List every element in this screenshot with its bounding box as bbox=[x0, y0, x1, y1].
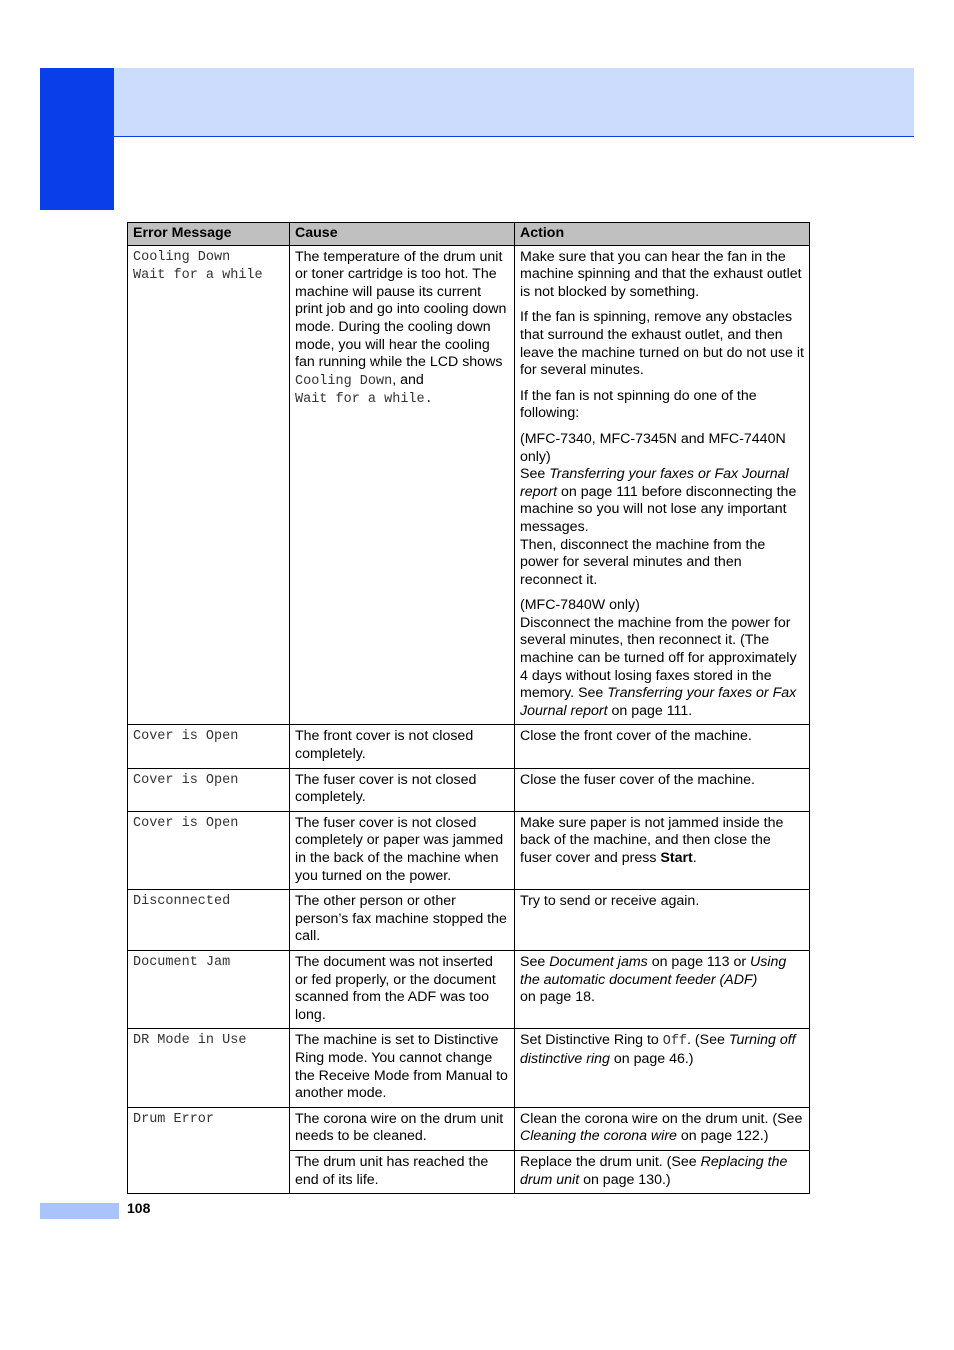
table-row bbox=[128, 1107, 810, 1150]
action-paragraph: Make sure that you can hear the fan in the machine spinning and that the exhaust outlet is not blocked by something. bbox=[520, 248, 802, 300]
page-number: 108 bbox=[127, 1200, 151, 1216]
error-message: Disconnected bbox=[133, 894, 231, 910]
action-text: on page 46.) bbox=[609, 1050, 694, 1067]
table-row bbox=[128, 1029, 810, 1107]
cause-cell: The corona wire on the drum unit needs to be cleaned. bbox=[290, 1107, 515, 1150]
cause-cell: The other person or other person’s fax machine stopped the call. bbox=[290, 890, 515, 951]
cross-reference: Transferring your faxes or Fax Journal report bbox=[520, 466, 789, 500]
error-message: Drum Error bbox=[133, 1111, 215, 1127]
cause-cell: The document was not inserted or fed properly, or the document scanned from the ADF was too long. bbox=[290, 950, 515, 1028]
error-message-cell bbox=[128, 890, 290, 951]
cause-cell: The drum unit has reached the end of its life. bbox=[290, 1150, 515, 1193]
error-message: DR Mode in Use bbox=[133, 1033, 247, 1049]
action-text: on page 18. bbox=[520, 989, 595, 1006]
error-message-table bbox=[127, 222, 810, 1194]
action-text: See bbox=[520, 466, 550, 483]
action-text: . (See bbox=[687, 1032, 729, 1049]
cross-reference: Using the automatic document feeder (ADF) bbox=[520, 953, 787, 988]
cause-cell: The machine is set to Distinctive Ring mode. You cannot change the Receive Mode from Manual to another mode. bbox=[290, 1029, 515, 1107]
action-line bbox=[520, 615, 804, 721]
footer-bar bbox=[40, 1203, 119, 1219]
table-header-row bbox=[128, 223, 810, 246]
header-error-message: Error Message bbox=[128, 223, 290, 246]
cause-text: , and bbox=[392, 371, 424, 388]
cross-reference: Replacing the drum unit bbox=[520, 1153, 788, 1188]
action-cell bbox=[515, 1150, 810, 1193]
action-paragraph: If the fan is not spinning do one of the following: bbox=[520, 387, 757, 422]
error-message: Document Jam bbox=[133, 954, 231, 970]
action-text: on page 113 or bbox=[647, 953, 751, 970]
lcd-code: Cooling Down bbox=[295, 373, 393, 389]
cause-cell: The fuser cover is not closed completely. bbox=[290, 768, 515, 811]
cause-cell bbox=[290, 245, 515, 725]
table-row bbox=[128, 725, 810, 768]
cause-cell: The front cover is not closed completely. bbox=[290, 725, 515, 768]
action-cell bbox=[515, 811, 810, 889]
chapter-tab bbox=[40, 68, 114, 210]
lcd-code: Wait for a while. bbox=[295, 392, 433, 408]
action-cell bbox=[515, 950, 810, 1028]
action-text: Disconnect the machine from the power for several minutes, then reconnect it. (The machine can be turned off for approximately 4 days without losing faxes stored in the memory. See bbox=[520, 614, 797, 702]
error-message: Cooling Down Wait for a while bbox=[133, 249, 263, 284]
error-message-cell bbox=[128, 811, 290, 889]
action-text: . bbox=[692, 850, 697, 866]
action-cell bbox=[515, 1107, 810, 1150]
action-text: on page 122.) bbox=[676, 1128, 769, 1145]
action-cell: Close the front cover of the machine. bbox=[515, 725, 810, 768]
table-row bbox=[128, 950, 810, 1028]
error-message-cell bbox=[128, 1029, 290, 1107]
table-row bbox=[128, 811, 810, 889]
action-text: Replace the drum unit. (See bbox=[520, 1153, 701, 1170]
error-message: Cover is Open bbox=[133, 815, 239, 831]
error-message-cell bbox=[128, 245, 290, 725]
error-message-cell bbox=[128, 950, 290, 1028]
key-name: Start bbox=[660, 850, 693, 866]
action-cell bbox=[515, 245, 810, 725]
model-note: (MFC-7340, MFC-7345N and MFC-7440N only) bbox=[520, 430, 786, 465]
error-message: Cover is Open bbox=[133, 772, 239, 788]
action-cell: Close the fuser cover of the machine. bbox=[515, 768, 810, 811]
cross-reference: Transferring your faxes or Fax Journal report bbox=[520, 685, 797, 719]
action-line: Then, disconnect the machine from the power for several minutes and then reconnect it. bbox=[520, 536, 766, 588]
error-message-cell bbox=[128, 725, 290, 768]
action-paragraph bbox=[520, 597, 804, 720]
table-row bbox=[128, 768, 810, 811]
error-message-cell bbox=[128, 768, 290, 811]
action-text: See bbox=[520, 953, 550, 970]
header-band bbox=[114, 68, 914, 137]
action-cell: Try to send or receive again. bbox=[515, 890, 810, 951]
table-row bbox=[128, 245, 810, 725]
cause-text: The temperature of the drum unit or toner cartridge is too hot. The machine will pause its current print job and go into cooling down mode. During the cooling down mode, you will hear the cooling fan running while the LCD shows bbox=[295, 248, 507, 371]
header-action: Action bbox=[515, 223, 810, 246]
action-text: Set Distinctive Ring to bbox=[520, 1032, 663, 1049]
table-row bbox=[128, 890, 810, 951]
action-text: on page 111. bbox=[607, 702, 693, 719]
action-paragraph: If the fan is spinning, remove any obstacles that surround the exhaust outlet, and then leave the machine turned on but do not use it for several minutes. bbox=[520, 309, 804, 379]
cross-reference: Cleaning the corona wire bbox=[520, 1128, 677, 1145]
action-cell bbox=[515, 1029, 810, 1107]
cross-reference: Turning off distinctive ring bbox=[520, 1032, 796, 1067]
action-text: Make sure paper is not jammed inside the back of the machine, and then close the fuser cover and press bbox=[520, 814, 784, 866]
model-note: (MFC-7840W only) bbox=[520, 597, 640, 614]
header-cause: Cause bbox=[290, 223, 515, 246]
error-message-cell bbox=[128, 1107, 290, 1193]
action-paragraph bbox=[520, 431, 804, 589]
error-message: Cover is Open bbox=[133, 729, 239, 745]
action-line bbox=[520, 466, 804, 536]
cross-reference: Document jams bbox=[549, 953, 648, 970]
action-text: Clean the corona wire on the drum unit. (See bbox=[520, 1110, 803, 1127]
cause-cell: The fuser cover is not closed completely or paper was jammed in the back of the machine when you turned on the power. bbox=[290, 811, 515, 889]
action-text: on page 130.) bbox=[579, 1171, 671, 1188]
action-text: on page 111 before disconnecting the machine so you will not lose any important messages. bbox=[520, 483, 797, 535]
setting-code: Off bbox=[662, 1034, 688, 1050]
